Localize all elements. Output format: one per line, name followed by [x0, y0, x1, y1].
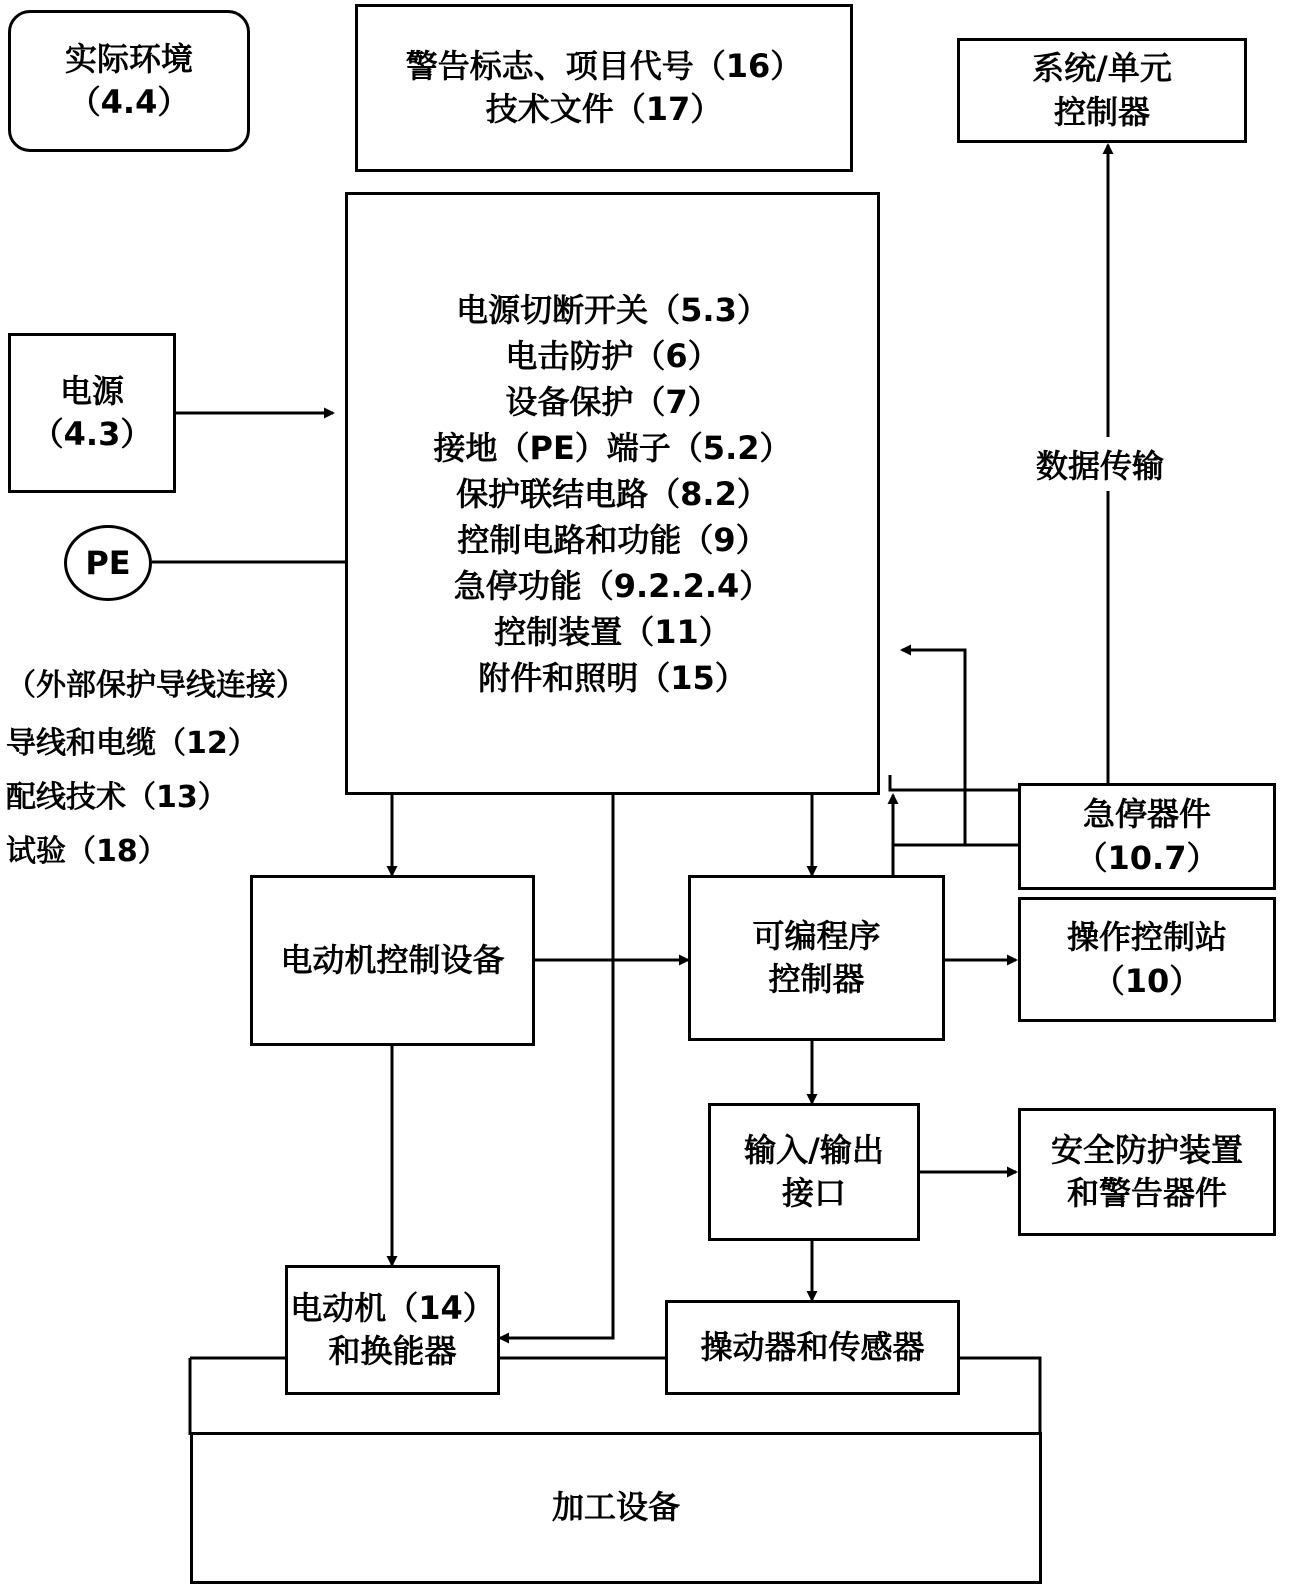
node-estop-line2: （10.7）: [1075, 838, 1219, 877]
node-actual-environment-line2: （4.4）: [68, 83, 190, 121]
node-system-unit-controller-line1: 系统/单元: [1032, 49, 1172, 88]
node-motor-control-equipment: [250, 875, 535, 1046]
node-io-interface: [708, 1103, 920, 1241]
node-programmable-controller: [688, 875, 945, 1041]
note-external-protective-conductor: （外部保护导线连接）: [6, 668, 306, 703]
node-motor-line1: 电动机（14）: [290, 1288, 495, 1327]
main-item-4: 保护联结电路（8.2）: [456, 474, 769, 513]
node-machining-equipment: [190, 1432, 1042, 1584]
main-item-3: 接地（PE）端子（5.2）: [433, 428, 792, 467]
node-power-supply-line2: （4.3）: [31, 415, 153, 453]
main-item-6: 急停功能（9.2.2.4）: [453, 566, 772, 605]
node-operator-station-line1: 操作控制站: [1066, 918, 1227, 957]
node-power-supply-line1: 电源: [59, 371, 124, 410]
node-actuator-and-sensor: [665, 1300, 960, 1395]
note-wires-and-cables: 导线和电缆（12）: [6, 726, 258, 761]
node-plc-line1: 可编程序: [752, 916, 881, 955]
node-safeguard-line2: 和警告器件: [1066, 1174, 1227, 1212]
main-item-1: 电击防护（6）: [505, 336, 720, 375]
node-actuator-sensor-label: 操动器和传感器: [700, 1327, 925, 1366]
node-machining-equipment-label: 加工设备: [551, 1488, 680, 1527]
node-actual-environment: [8, 10, 250, 152]
node-warning-marks-line2: 技术文件（17）: [485, 90, 723, 128]
node-system-unit-controller-line2: 控制器: [1053, 92, 1150, 131]
node-pe-terminal: [64, 525, 152, 601]
node-warning-marks-line1: 警告标志、项目代号（16）: [405, 46, 803, 85]
node-actual-environment-line1: 实际环境: [64, 39, 193, 78]
main-item-2: 设备保护（7）: [505, 382, 720, 421]
node-io-line2: 接口: [781, 1174, 846, 1212]
main-item-0: 电源切断开关（5.3）: [456, 290, 769, 329]
node-main-electrical-equipment-panel: [345, 192, 880, 795]
main-item-8: 附件和照明（15）: [478, 658, 747, 697]
node-motor-control-label: 电动机控制设备: [280, 940, 505, 979]
node-pe-label: PE: [85, 544, 131, 582]
node-operator-control-station: [1018, 897, 1276, 1022]
node-operator-station-line2: （10）: [1092, 961, 1202, 1000]
node-io-line1: 输入/输出: [744, 1130, 884, 1169]
node-power-supply: [8, 333, 176, 493]
node-system-unit-controller: [957, 38, 1247, 143]
note-tests: 试验（18）: [6, 834, 168, 869]
node-plc-line2: 控制器: [768, 960, 865, 998]
node-motor-and-transducer: [285, 1265, 500, 1395]
node-warning-marks-technical-docs: [355, 4, 853, 172]
note-wiring-techniques: 配线技术（13）: [6, 780, 228, 815]
node-estop-line1: 急停器件: [1082, 795, 1211, 834]
node-motor-line2: 和换能器: [328, 1332, 457, 1370]
main-item-7: 控制装置（11）: [494, 612, 731, 651]
node-safeguard-line1: 安全防护装置: [1050, 1130, 1243, 1169]
node-safeguards-warning-devices: [1018, 1108, 1276, 1236]
node-emergency-stop-device: [1018, 783, 1276, 890]
edge-label-data-transmission: 数据传输: [1030, 437, 1170, 491]
main-item-5: 控制电路和功能（9）: [457, 520, 768, 559]
